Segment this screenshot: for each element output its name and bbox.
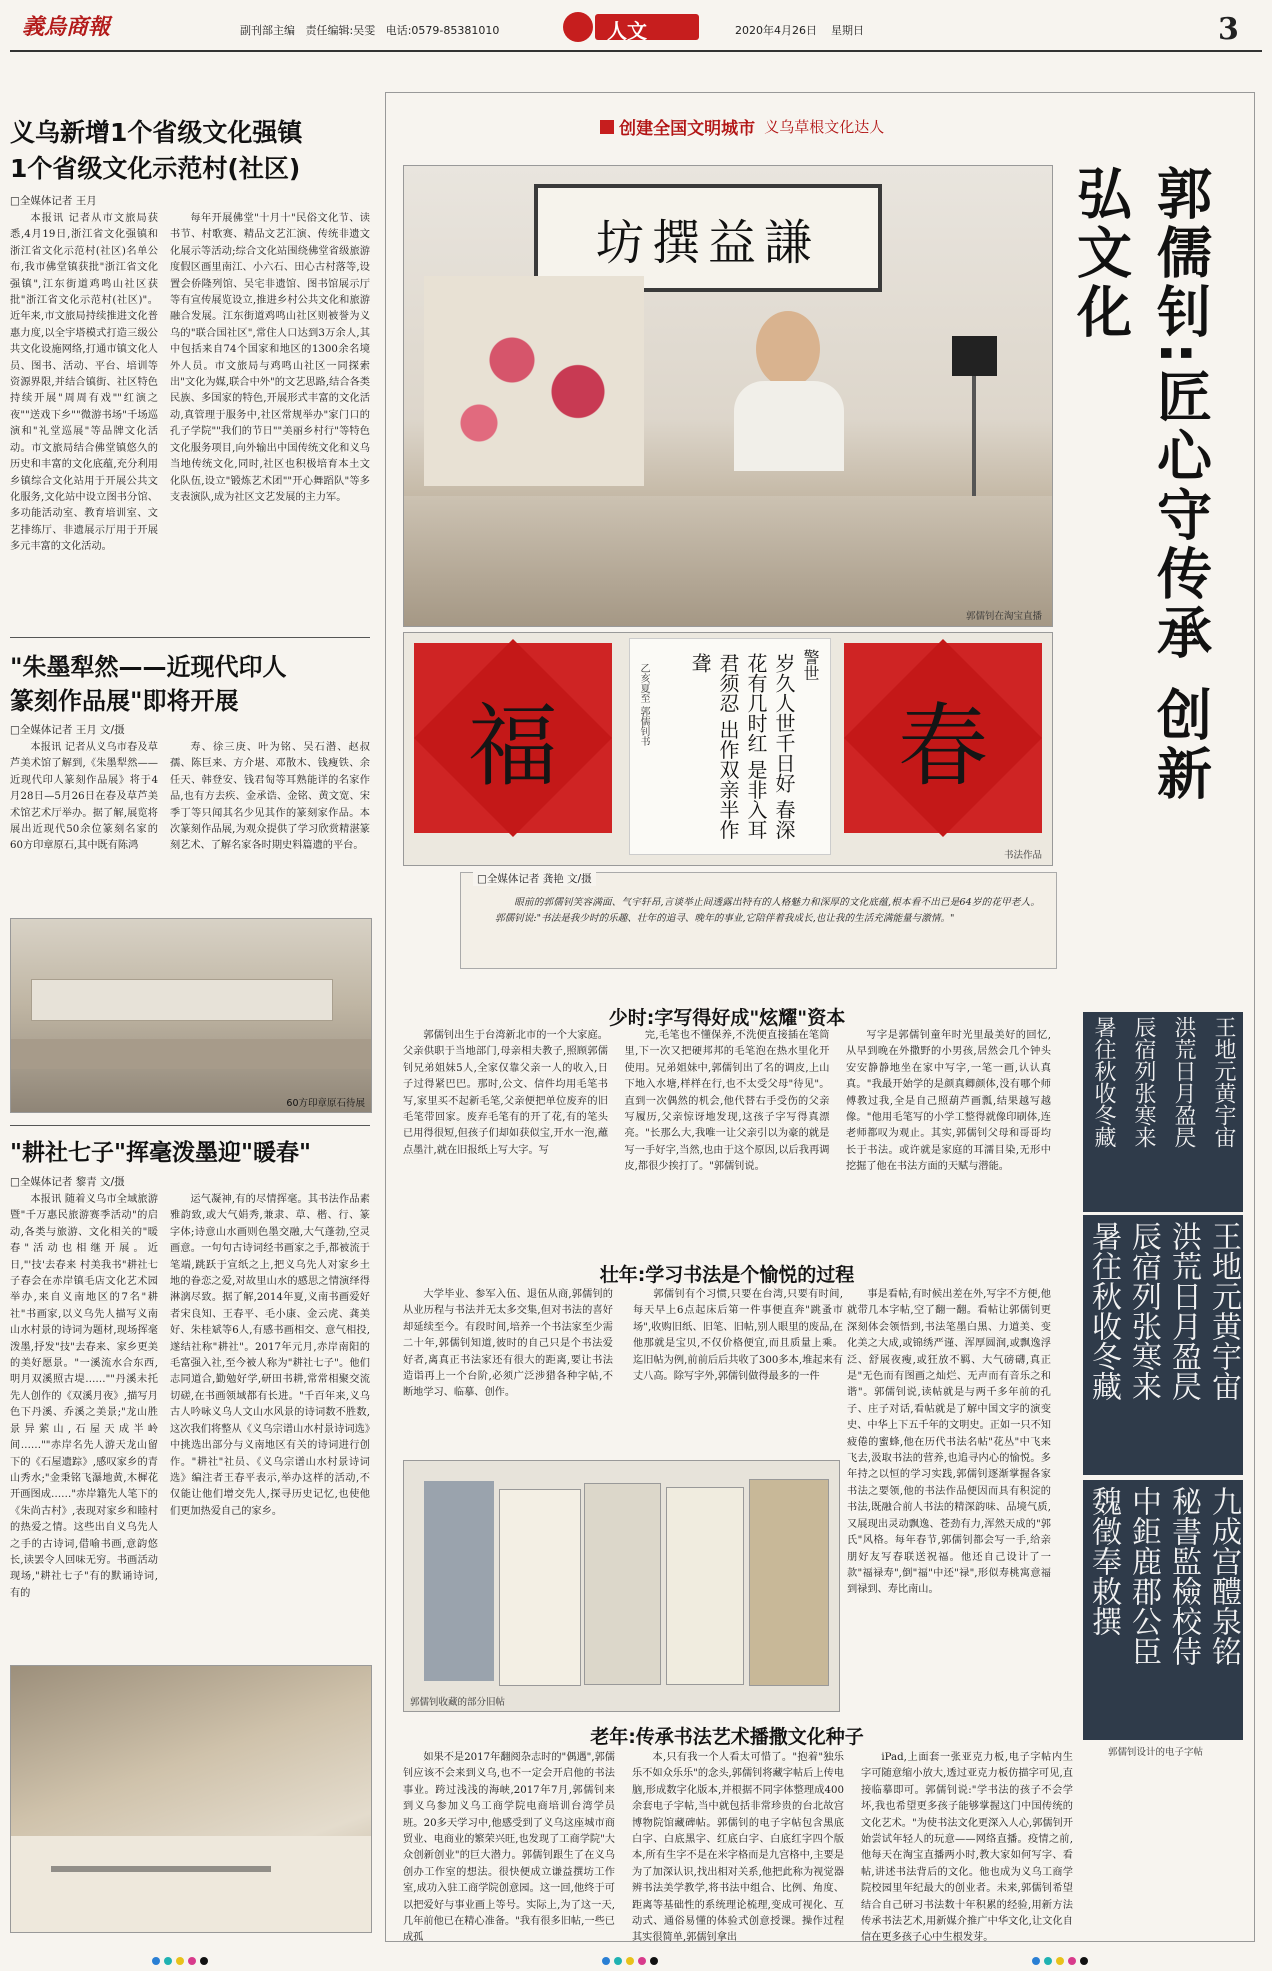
color-dot-icon — [602, 1957, 610, 1965]
section-column — [625, 1028, 830, 1242]
color-dot-icon — [626, 1957, 634, 1965]
section-text: 本,只有我一个人看太可惜了。"抱着"独乐乐不如众乐乐"的念头,郭儒钊将藏字帖后上传电脑,形成数字化版本,并根据不同字体整理成400余套电子字帖,当中就包括非常珍贵的台北故宫博物院馆藏碑帖。郭儒钊的电子字帖包含黑底白字、白底黑字、红底白字、白底红字四个版本,所有生字不是在米字格而是九宫格中,主要是为了加深认识,找出相对关系,他把此称为视觉器辨书法美学教学,将书法中组合、比例、角度、距离等基础性的系统理论梳理,变成可视化、互动式、通俗易懂的体验式创意授课。操作过程其实很简单,郭儒钊拿出 — [632, 1752, 844, 1944]
color-dot-icon — [1056, 1957, 1064, 1965]
calligraphy-column: 暑往秋收冬藏 — [1091, 1016, 1116, 1148]
color-dot-icon — [152, 1957, 160, 1965]
editor-in-chief: 副刊部主编 — [240, 24, 295, 37]
article-text: 寿、徐三庚、叶为铭、吴石潜、赵叔孺、陈巨来、方介堪、邓散木、钱瘦铁、余任天、韩登安、钱君匋等耳熟能详的名家作品,也有方去疾、金承诰、金铭、黄文宽、宋季丁等只闻其名少见其作的篆刻家作品。本次篆刻作品展,为观众提供了学习欣赏精湛篆刻艺术、了解名家各时期史料篇遗的平台。 — [170, 742, 370, 852]
photo-calligraphy-works — [403, 632, 1053, 866]
calligraphy-panel-medium — [1083, 1215, 1243, 1475]
section-logo — [563, 12, 703, 44]
color-dot-icon — [1032, 1957, 1040, 1965]
section-column — [847, 1287, 1051, 1712]
photo-electronic-copybook — [1083, 1480, 1243, 1740]
article-text: 运气凝神,有的尽情挥毫。其书法作品素雅韵致,或大气娟秀,兼隶、草、楷、行、篆字体;诗意山水画则色墨交融,大气蓬勃,空灵画意。一句句古诗词经书画家之手,都被流于笔端,跳跃于宣纸之上,把义乌先人对家乡土地的眷恋之爱,对故里山水的感思之情演绎得淋漓尽致。据了解,2014年夏,义南书画爱好者宋良知、王春平、毛小康、金云虎、龚美好、朱桂斌等6人,有感书画相交、意气相投,遂结社称"耕社"。2017年元月,赤岸南阳的毛富强入社,至今被人称为"耕社七子"。他们志同道合,勤勉好学,研田书耕,常常相聚交流切磋,在书画领域都有长进。"千百年来,义乌古人吟咏义乌人文山水风景的诗词数不胜数,这次我们将整从《义乌宗谱山水村景诗词选》中挑选出部分与义南地区有关的诗词进行创作。"耕社"社员、《义乌宗谱山水村景诗词选》编注者王春平表示,举办这样的活动,不仅能让他们增交先人,探寻历史记忆,也使他们更加热爱自己的家乡。 — [170, 1194, 370, 1517]
section-column — [403, 1028, 608, 1242]
lead-box — [460, 872, 1057, 969]
photo-caption: 书法作品 — [1003, 850, 1042, 861]
calligraphy-column: 王地元黄宇宙 — [1211, 1016, 1236, 1148]
footer-dots — [150, 1950, 210, 1969]
banner-square-icon — [600, 120, 614, 134]
calligraphy-column: 王地元黄宇宙 — [1206, 1221, 1241, 1401]
section-text: 写字是郭儒钊童年时光里最美好的回忆,从早到晚在外撒野的小男孩,居然会几个钟头安安静静地坐在家中写字,一笔一画,认认真真。"我最开始学的是颜真卿颜体,没有哪个师傅教过我,全是自己照葫芦画瓢,结果越写越像。"他用毛笔写的小学工整得就像印刷体,连老师都叹为观止。其实,郭儒钊父母和哥哥均长于书法。或许就是家庭的耳濡目染,无形中挖掘了他在书法方面的天赋与潜能。 — [846, 1030, 1051, 1173]
photo-seal-display — [10, 918, 372, 1113]
person — [734, 311, 844, 471]
phone: 电话:0579-85381010 — [385, 24, 500, 37]
poem-text: 岁久人世千日好 春深花有几时红 是非入耳君须忍 出作双亲半作聋 — [688, 653, 796, 840]
couplet-char: 福 — [468, 694, 558, 799]
section-text: 郭儒钊有个习惯,只要在台湾,只要有时间,每天早上6点起床后第一件事便直奔"跳蚤市场",收购旧纸、旧笔、旧帖,别人眼里的废品,在他那就是宝贝,不仅价格便宜,而且质量上乘。迄旧帖为例,前前后后共收了300多本,堆起来有丈八高。除写字外,郭儒钊做得最多的一件 — [633, 1289, 843, 1383]
poem-signature: 乙亥夏至 郭儒钊书 — [638, 663, 649, 747]
color-dot-icon — [650, 1957, 658, 1965]
calligraphy-column: 洪荒日月盈昃 — [1166, 1221, 1201, 1401]
article-body — [170, 211, 370, 599]
masthead — [22, 10, 127, 46]
header-info — [240, 22, 499, 38]
date: 2020年4月26日 — [735, 24, 817, 37]
article-text: 每年开展佛堂"十月十"民俗文化节、读书节、村歌赛、精品文艺汇演、传统非遗文化展示等活动;综合文化站围绕佛堂省级旅游度假区画里南江、小六石、田心古村落等,设置会侨隆列馆、吴宅非遗馆、图书馆展示厅等有宣传展览设立,推进乡村公共文化和旅游融合发展。江东街道鸡鸣山社区则被誉为义乌的"联合国社区",常住人口达到3万余人,其中包括来自74个国家和地区的1300余名境外人员。市文旅局与鸡鸣山社区一同探索出"文化为媒,联合中外"的文艺思路,结合各类民族、多国家的特色,开展形式丰富的文化活动,真管理于服务中,社区常规举办"家门口的孔子学院""我们的节日""美丽乡村行"等特色文化服务项目,向外输出中国传统文化和义乌当地传统文化,同时,社区也积极培育本土文化队伍,设立"锻炼艺术团""开心舞蹈队"等多支表演队,成为社区文艺发展的主力军。 — [170, 213, 370, 503]
section-text: 完,毛笔也不懂保养,不洗便直接插在笔筒里,下一次又把硬邦邦的毛笔泡在热水里化开使用。兄弟姐妹中,郭儒钊出了名的调皮,上山下地入水塘,样样在行,也不太受父母"待见"。直到一次偶然的机会,他代替右手受伤的父亲写履历,父亲惊讶地发现,这孩子字写得真漂亮。"长那么大,我唯一让父亲引以为豪的就是写一手好字,当然,也由于这个原因,以后我再调皮,都很少挨打了。"郭儒钊说。 — [624, 1030, 830, 1173]
color-dot-icon — [638, 1957, 646, 1965]
section-column — [633, 1287, 843, 1452]
byline: □ 全媒体记者 王月 文/摄 — [10, 722, 370, 737]
divider — [10, 637, 370, 638]
section-column — [861, 1750, 1073, 1944]
article-body — [10, 740, 158, 888]
weekday: 星期日 — [831, 24, 864, 37]
photo-calligraphy-event — [10, 1665, 372, 1933]
color-dot-icon — [1044, 1957, 1052, 1965]
masthead-logo: 義烏商報 — [22, 14, 111, 40]
color-dot-icon — [1068, 1957, 1076, 1965]
feature-headline — [1060, 165, 1235, 825]
desk — [404, 496, 1052, 626]
calligraphy-column: 中鉅鹿郡公臣 — [1126, 1486, 1161, 1666]
article-text: 本报讯 记者从义乌市春及草芦美术馆了解到,《朱墨犁然——近现代印人篆刻作品展》将于4月28日—5月26日在春及草芦美术馆艺术厅举办。据了解,展览将展出近现代50余位篆刻名家的60方印章原石,其中既有陈鸿 — [10, 742, 158, 852]
color-dot-icon — [1080, 1957, 1088, 1965]
section-column — [403, 1287, 613, 1452]
calligraphy-column: 辰宿列张寒来 — [1126, 1221, 1161, 1401]
byline: □ 全媒体记者 龚艳 文/摄 — [473, 871, 596, 886]
article-culture-town — [10, 115, 370, 599]
photo-caption: 郭儒钊收藏的部分旧帖 — [410, 1697, 506, 1708]
article-body — [10, 1192, 158, 1664]
color-dot-icon — [188, 1957, 196, 1965]
peony-painting — [424, 276, 644, 486]
header-date — [735, 22, 864, 38]
calligraphy-column: 暑往秋收冬藏 — [1086, 1221, 1121, 1401]
section-title: 少时:字写得好成"炫耀"资本 — [608, 1007, 846, 1029]
calligraphy-column: 魏徵奉敕撰 — [1086, 1486, 1121, 1636]
article-body — [170, 740, 370, 888]
byline: □ 全媒体记者 黎青 文/摄 — [10, 1174, 370, 1189]
section-name: 人文 — [607, 19, 647, 43]
article-text: 本报讯 记者从市文旅局获悉,4月19日,浙江省文化强镇和浙江省文化示范村(社区)名单公布,我市佛堂镇获批"浙江省文化强镇",江东街道鸡鸣山社区获批"浙江省文化示范村(社区)"。近年来,市文旅局持续推进文化普惠力度,以全宇塔模式打造三级公共文化设施网络,打通市镇文化人员、图书、活动、平台、培训等资源界限,并结合镇街、社区特色持续开展"周周有戏""红演之夜""送戏下乡""微游书场"千场巡演和"礼堂巡展"等品牌文化活动。市文旅局结合佛堂镇悠久的历史和丰富的文化底蕴,充分利用乡镇综合文化站用于开展公共文化服务,文化站中设立图书分馆、多功能活动室、教育培训室、文艺排练厅、非遗展示厅用于开展多元丰富的文化活动。 — [10, 213, 158, 553]
footer-dots — [1030, 1950, 1090, 1969]
calligraphy-column: 洪荒日月盈昃 — [1171, 1016, 1196, 1148]
color-dot-icon — [164, 1957, 172, 1965]
color-dot-icon — [614, 1957, 622, 1965]
section-body — [403, 1287, 843, 1452]
article-text: 本报讯 随着义乌市全域旅游暨"千万惠民旅游赛季活动"的启动,各类与旅游、文化相关的"暖春"活动也相继开展。近日,"'技'去春来 村美我书"耕社七子春会在赤岸镇毛店文化艺术园举办,来自义南地区的7名"耕社"书画家,以义乌先人描写义南山水村景的诗词为题材,现场挥毫泼墨,抒发"技"去春来、家乡更美的美好愿景。"一溪流水合东西,明月双溪照古堤……""丹溪未托先人创作的《双溪月夜》,描写月色下丹溪、乔溪之美景;"龙山胜景异萦山,石屋天成半岭间……""赤岸名先人游天龙山留下的《石屋遗踪》,感叹家乡的青山秀水;"金秉铭飞瀑地黄,木樨花开画图成……"赤岸籍先人笔下的《朱尚古村》,表现对家乡和睦村的热爱之情。这些出自义乌先人之手的古诗词,借喻书画,意韵悠长,读罢令人回味无穷。书画活动现场,"耕社七子"有的默诵诗词,有的 — [10, 1194, 158, 1599]
photo-livestream — [403, 165, 1053, 627]
section-text: 如果不是2017年翻阅杂志时的"偶遇",郭儒钊应该不会来到义乌,也不一定会开启他的书法事业。跨过浅浅的海峡,2017年7月,郭儒钊来到义乌参加义乌工商学院电商培训台湾学员班。20多天学习中,他感受到了义乌这座城市商贸业、电商业的繁荣兴旺,也发现了工商学院"大众创新创业"的巨大潜力。郭儒钊跟生了在义乌创办工作室的想法。很快便成立谦益撰坊工作室,成功入驻工商学院创意园。这一回,他终于可以把爱好与事业画上等号。实际上,为了这一天,几年前他已在精心准备。"我有很多旧帖,一些已成孤 — [403, 1752, 615, 1944]
poem-scroll — [629, 638, 831, 855]
banner-subtitle: 义乌草根文化达人 — [764, 118, 885, 136]
feature-headline-text: 郭儒钊:匠心守传承 创新弘文化 — [1068, 165, 1212, 805]
article-body — [10, 211, 158, 599]
section-body — [403, 1028, 1051, 1242]
section-text: 大学毕业、参军入伍、退伍从商,郭儒钊的从业历程与书法并无太多交集,但对书法的喜好却延续至今。有段时间,培养一个书法家至少需二十年,郭儒钊知道,彼时的自己只是个书法爱好者,离真正书法家还有很大的距离,要让书法造诣再上一个台阶,必须广泛涉猎各种字帖,不断地学习、临摹、创作。 — [403, 1289, 613, 1399]
byline: □ 全媒体记者 王月 — [10, 193, 370, 208]
calligraphy-column: 秘書監檢校侍 — [1166, 1486, 1201, 1666]
feature-banner — [600, 114, 884, 139]
article-gengshe — [10, 1136, 370, 1664]
section-column — [632, 1750, 844, 1944]
photo-caption: 郭儒钊在淘宝直播 — [965, 611, 1042, 622]
calligraphy-column: 辰宿列张寒来 — [1131, 1016, 1156, 1148]
plaque-text: 坊撰益謙 — [595, 214, 820, 271]
section-text: iPad,上面套一张亚克力板,电子字帖内生字可随意缩小放大,透过亚克力板仿描字可见,直接临摹即可。郭儒钊说:"学书法的孩子不会学坏,我也希望更多孩子能够掌握这门中国传统的文化艺术。"为使书法文化更深入人心,郭儒钊开始尝试年轻人的玩意——网络直播。疫情之前,他每天在淘宝直播两小时,教大家如何写字、看帖,讲述书法背后的文化。他也成为义乌工商学院校园里年纪最大的创业者。未来,郭儒钊希望结合自己研习书法数十年积累的经验,用新方法传承书法艺术,用新媒介推广中华文化,让文化自信在更多孩子心中生根发芽。 — [861, 1752, 1073, 1944]
photo-caption: 郭儒钊设计的电子字帖 — [1108, 1747, 1204, 1758]
calligraphy-column: 九成宫醴泉铭 — [1206, 1486, 1241, 1666]
divider — [10, 1125, 370, 1126]
article-title: 1个省级文化示范村(社区) — [10, 154, 301, 183]
banner-title: 创建全国文明城市 — [619, 119, 756, 139]
article-title: "朱墨犁然——近现代印人 — [10, 653, 287, 681]
couplet-char: 春 — [898, 694, 988, 799]
photo-caption: 60方印章原石待展 — [286, 1098, 365, 1109]
section-title: 老年:传承书法艺术播撒文化种子 — [590, 1726, 864, 1748]
header-rule — [10, 50, 1262, 52]
section-column — [403, 1750, 615, 1944]
color-dot-icon — [176, 1957, 184, 1965]
section-text: 郭儒钊出生于台湾新北市的一个大家庭。父亲供职于当地部门,母亲相夫教子,照顾郭儒钊兄弟姐妹5人,全家仅靠父亲一人的收入,日子过得紧巴巴。那时,公文、信件均用毛笔书写,家里买不起新毛笔,父亲便把单位废弃的旧毛笔带回家。废弃毛笔有的开了花,有的笔头已用得很短,但孩子们却如获似宝,开水一泡,蘸点墨汁,就在旧报纸上写大字。写 — [403, 1030, 608, 1156]
couplet-chun — [844, 643, 1042, 833]
poem-title: 警世 — [801, 649, 820, 681]
footer-dots — [600, 1950, 660, 1969]
article-title: 篆刻作品展"即将开展 — [10, 687, 239, 715]
article-body — [170, 1192, 370, 1664]
section-text: 事是看帖,有时候出差在外,写字不方便,他就带几本字帖,空了翻一翻。看帖让郭儒钊更深刻体会领悟到,书法笔墨白黑、力道美、变化美之大成,或锦绣严谨、浑厚圆润,或飘逸浮泛、舒展夜瘦,或狂放不羁、大气磅礴,真正是"无色而有图画之灿烂、无声而有音乐之和谐"。郭儒钊说,读帖就是与两千多年前的孔子、庄子对话,看帖就是了解中国文字的演变史、中华上下五千年的文明史。正如一只不知疲倦的蜜蜂,他在历代书法名帖"花丛"中飞来飞去,汲取书法的营养,也追寻内心的愉悦。多年持之以恒的学习实践,郭儒钊逐渐掌握各家书法之要领,他的书法作品便因而具有积淀的书法,既融合前人书法的精深韵味、品境气质,又展现出灵动飘逸、苍劲有力,浑然天成的"郭氏"风格。每年春节,郭儒钊都会写一手,给亲朋好友写春联送祝福。他还自己设计了一款"福禄寿",倒"福"中还"禄",形似寿桃寓意福到禄到、寿比南山。 — [847, 1289, 1051, 1596]
section-body — [403, 1750, 1073, 1944]
article-seal-exhibition — [10, 650, 370, 888]
lead-text: 眼前的郭儒钊笑容满面、气宇轩昂,言谈举止间透露出特有的人格魅力和深厚的文化底蕴,根本看不出已是64岁的花甲老人。郭儒钊说:"书法是我少时的乐趣、壮年的追寻、晚年的事业,它陪伴着我成长,也让我的生活充满能量与激情。" — [495, 897, 1040, 924]
section-column — [846, 1028, 1051, 1242]
editor: 责任编辑:吴雯 — [305, 24, 376, 37]
calligraphy-panel-small — [1083, 1012, 1243, 1212]
article-title: "耕社七子"挥毫泼墨迎"暖春" — [10, 1140, 311, 1166]
page-number: 3 — [1218, 12, 1239, 47]
section-title: 壮年:学习书法是个愉悦的过程 — [599, 1264, 855, 1286]
section-emblem-icon — [563, 12, 593, 42]
color-dot-icon — [200, 1957, 208, 1965]
article-title: 义乌新增1个省级文化强镇 — [10, 118, 303, 147]
couplet-fu — [414, 643, 612, 833]
photo-old-copybooks — [403, 1460, 840, 1712]
